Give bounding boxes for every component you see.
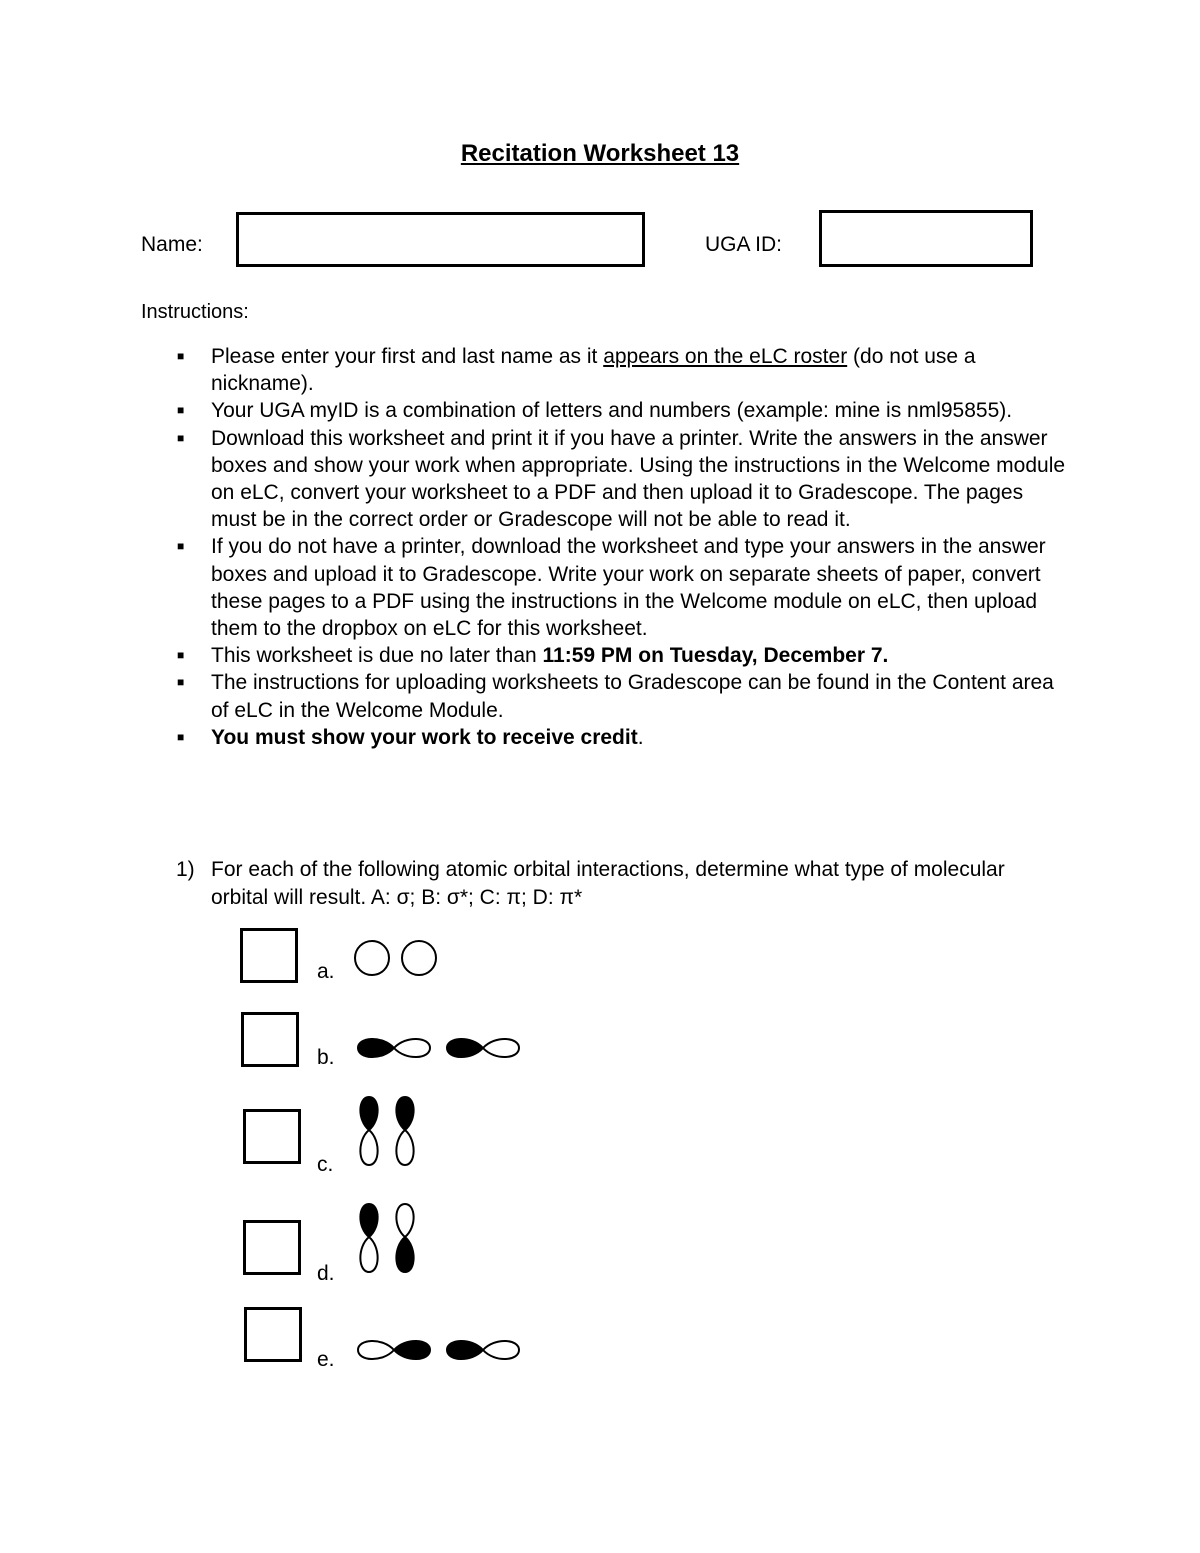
bullet-icon: ■ <box>177 729 185 744</box>
answer-box-e[interactable] <box>244 1307 302 1362</box>
instructions-heading: Instructions: <box>141 301 249 323</box>
bullet-icon: ■ <box>177 675 185 690</box>
answer-box-b[interactable] <box>241 1012 299 1067</box>
list-item: ■ Download this worksheet and print it if you have a printer. Write the answers in the answer boxes and show your work when appropriate. Using the instructions in the Welcome module on eLC, convert your worksheet to a PDF and then upload it to Gradescope. The pages must be in the correct order or Gradescope will not be able to read it. <box>177 426 1066 532</box>
question-number: 1) <box>176 858 195 881</box>
bullet-icon: ■ <box>177 349 185 363</box>
question-1 <box>176 856 1056 911</box>
uga-id-field[interactable] <box>819 210 1033 267</box>
option-label-d: d. <box>317 1262 335 1285</box>
p-orbitals-pi-star-icon <box>354 1201 424 1277</box>
instructions-list <box>173 343 1073 751</box>
s-orbitals-icon <box>352 938 442 978</box>
name-label: Name: <box>141 233 203 256</box>
bullet-icon: ■ <box>177 539 185 554</box>
option-label-c: c. <box>317 1153 334 1176</box>
question-text: For each of the following atomic orbital interactions, determine what type of molecular orbital will result. A: σ; B: σ*; C: π; D: π* <box>211 858 1005 909</box>
list-item: ■ If you do not have a printer, download the worksheet and type your answers in the answer boxes and upload it to Gradescope. Write your work on separate sheets of paper, convert these pages to a PDF using the instructions in the Welcome module on eLC, then upload them to the dropbox on eLC for this worksheet. <box>177 535 1046 641</box>
option-label-a: a. <box>317 960 335 983</box>
p-orbitals-pi-icon <box>354 1094 424 1170</box>
p-orbitals-sigma-star-icon <box>356 1335 526 1365</box>
list-item: ■ Your UGA myID is a combination of letters and numbers (example: mine is nml95855). <box>173 397 1073 424</box>
option-label-b: b. <box>317 1046 335 1069</box>
list-item: ■ The instructions for uploading worksheets to Gradescope can be found in the Content area of eLC in the Welcome Module. <box>177 671 1054 722</box>
worksheet-title: Recitation Worksheet 13 <box>460 140 740 167</box>
name-field[interactable] <box>236 212 645 267</box>
answer-box-c[interactable] <box>243 1109 301 1164</box>
roster-emphasis: appears on the eLC roster <box>603 345 848 368</box>
uga-id-label: UGA ID: <box>705 233 783 256</box>
list-item: ■ You must show your work to receive credit. <box>173 724 1073 751</box>
list-item: ■ Please enter your first and last name as it appears on the eLC roster (do not use a nickname). <box>177 345 976 396</box>
answer-box-d[interactable] <box>243 1220 301 1275</box>
bullet-icon: ■ <box>177 403 185 418</box>
option-label-e: e. <box>317 1348 335 1371</box>
bullet-icon: ■ <box>177 648 185 663</box>
bullet-icon: ■ <box>177 430 185 445</box>
answer-box-a[interactable] <box>240 928 298 983</box>
list-item: ■ This worksheet is due no later than 11:59 PM on Tuesday, December 7. <box>173 642 1073 669</box>
p-orbitals-sigma-icon <box>356 1033 526 1063</box>
due-date: 11:59 PM on Tuesday, December 7. <box>542 644 889 668</box>
show-work-note: You must show your work to receive credit <box>211 725 638 749</box>
